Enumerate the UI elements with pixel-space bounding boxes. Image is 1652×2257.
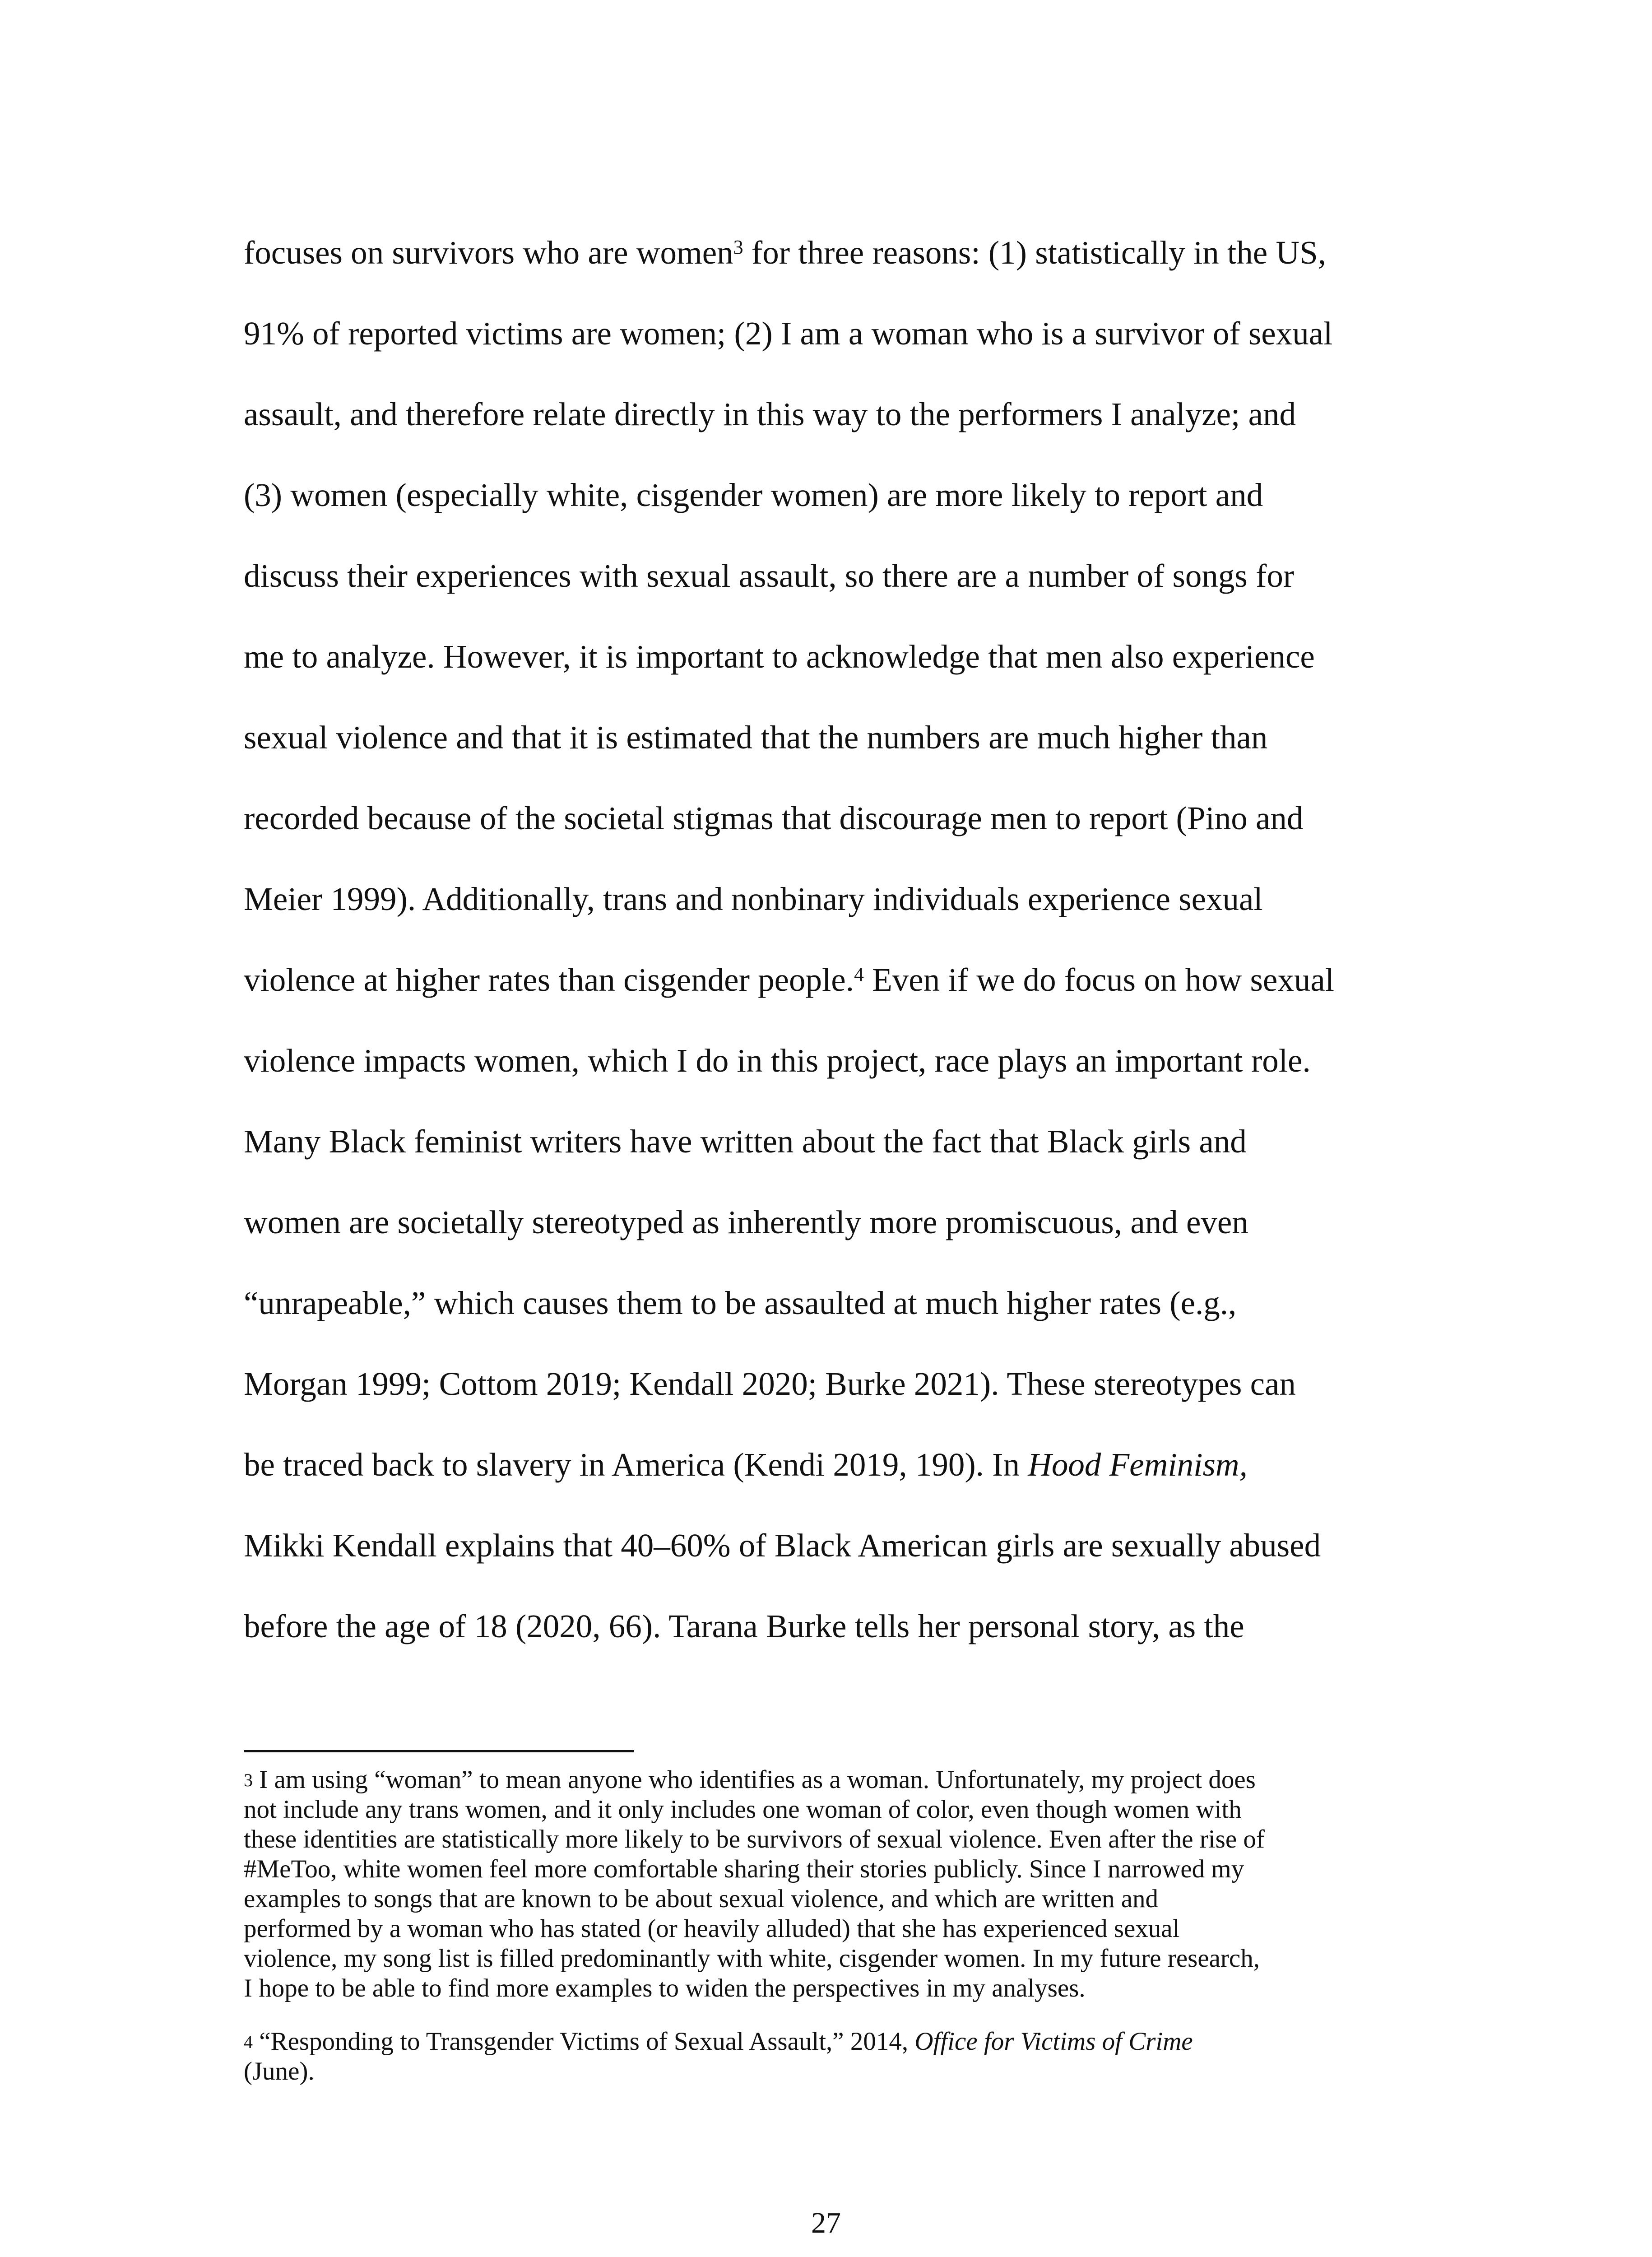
body-line: Morgan 1999; Cottom 2019; Kendall 2020; Burke 2021). These stereotypes can [244,1365,1296,1402]
publication-title: Office for Victims of Crime [914,2027,1193,2056]
footnote-line: violence, my song list is filled predominantly with white, cisgender women. In my future research, [244,1944,1260,1973]
footnotes [244,1765,1426,2086]
footnote-number: 3 [244,1770,253,1790]
body-text-segment: be traced back to slavery in America (Kendi 2019, 190). In [244,1446,1028,1483]
footnote-separator [244,1750,634,1752]
footnote-4 [244,2027,1426,2086]
footnote-marker-3: 3 [733,236,743,258]
body-text-segment: Even if we do focus on how sexual [863,961,1335,998]
footnote-line: examples to songs that are known to be about sexual violence, and which are written and [244,1885,1159,1913]
body-line: sexual violence and that it is estimated that the numbers are much higher than [244,719,1268,756]
page-number: 27 [811,2206,841,2239]
footnote-line: not include any trans women, and it only includes one woman of color, even though women with [244,1795,1242,1824]
body-line [244,1424,1417,1505]
body-line: 91% of reported victims are women; (2) I am a woman who is a survivor of sexual [244,315,1333,352]
body-line [244,212,1417,293]
body-line: Mikki Kendall explains that 40–60% of Black American girls are sexually abused [244,1527,1321,1564]
footnote-line: performed by a woman who has stated (or heavily alluded) that she has experienced sexual [244,1914,1180,1943]
body-line: “unrapeable,” which causes them to be assaulted at much higher rates (e.g., [244,1285,1237,1321]
body-line: women are societally stereotyped as inherently more promiscuous, and even [244,1204,1248,1240]
footnote-line: #MeToo, white women feel more comfortable sharing their stories publicly. Since I narrowed my [244,1855,1244,1883]
footnote-line: (June). [244,2057,315,2085]
footnote-line [244,1765,1426,1795]
footnote-line [244,2027,1426,2057]
footnote-gap [244,2003,1426,2027]
body-line: (3) women (especially white, cisgender women) are more likely to report and [244,477,1263,513]
footnote-line: I hope to be able to find more examples to widen the perspectives in my analyses. [244,1974,1086,2002]
body-line: Meier 1999). Additionally, trans and nonbinary individuals experience sexual [244,881,1263,917]
footnote-marker-4: 4 [854,963,864,985]
body-line: discuss their experiences with sexual assault, so there are a number of songs for [244,557,1295,594]
body-text-segment: focuses on survivors who are women [244,234,733,271]
body-line: me to analyze. However, it is important to acknowledge that men also experience [244,638,1315,675]
footnote-line: these identities are statistically more likely to be survivors of sexual violence. Even after the rise of [244,1825,1265,1853]
body-line: before the age of 18 (2020, 66). Tarana Burke tells her personal story, as the [244,1608,1244,1644]
body-line: violence impacts women, which I do in this project, race plays an important role. [244,1042,1311,1079]
body-text-segment: violence at higher rates than cisgender people. [244,961,854,998]
body-line [244,939,1417,1020]
body-line: Many Black feminist writers have written about the fact that Black girls and [244,1123,1247,1160]
body-line: recorded because of the societal stigmas that discourage men to report (Pino and [244,800,1304,836]
book-title: Hood Feminism, [1028,1446,1248,1483]
footnote-number: 4 [244,2032,253,2052]
footnote-text-segment: “Responding to Transgender Victims of Sexual Assault,” 2014, [253,2027,915,2056]
footnote-3 [244,1765,1426,2003]
body-text [244,212,1417,1667]
body-text-segment: for three reasons: (1) statistically in the US, [743,234,1327,271]
body-line: assault, and therefore relate directly in this way to the performers I analyze; and [244,396,1296,432]
footnote-text-segment: I am using “woman” to mean anyone who identifies as a woman. Unfortunately, my project does [253,1765,1256,1794]
